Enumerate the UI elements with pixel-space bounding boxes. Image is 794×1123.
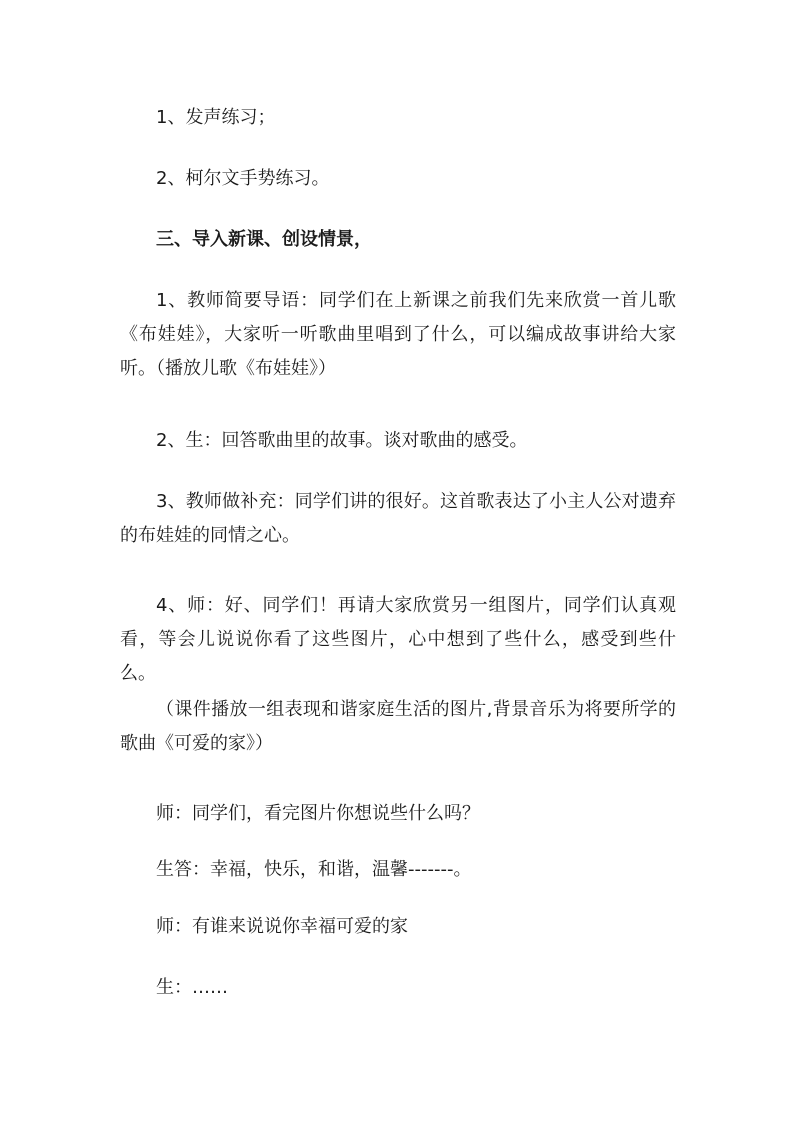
paragraph-teacher-question: 师：同学们，看完图片你想说些什么吗？ bbox=[156, 803, 480, 824]
paragraph-student-reply: 生答：幸福，快乐，和谐，温馨-------。 bbox=[156, 859, 472, 880]
paragraph-courseware-note: （课件播放一组表现和谐家庭生活的图片,背景音乐为将要所学的歌曲《可爱的家》） bbox=[120, 699, 676, 754]
paragraph-teacher-supplement: 3、教师做补充：同学们讲的很好。这首歌表达了小主人公对遗弃的布娃娃的同情之心。 bbox=[120, 491, 676, 546]
paragraph-student-answer: 2、生：回答歌曲里的故事。谈对歌曲的感受。 bbox=[156, 430, 528, 451]
paragraph-vocal-practice: 1、发声练习； bbox=[156, 107, 276, 128]
paragraph-student-ellipsis: 生：…… bbox=[156, 977, 228, 998]
section-heading-new-lesson: 三、导入新课、创设情景， bbox=[156, 229, 372, 250]
paragraph-kodaly-hand-signs: 2、柯尔文手势练习。 bbox=[156, 168, 330, 189]
paragraph-teacher-pictures: 4、师：好、同学们！再请大家欣赏另一组图片，同学们认真观看，等会儿说说你看了这些图片，心中想到了些什么，感受到些什么。 bbox=[120, 595, 676, 684]
paragraph-teacher-prompt: 师：有谁来说说你幸福可爱的家 bbox=[156, 916, 408, 937]
paragraph-teacher-intro: 1、教师简要导语：同学们在上新课之前我们先来欣赏一首儿歌《布娃娃》，大家听一听歌曲里唱到了什么，可以编成故事讲给大家听。（播放儿歌《布娃娃》） bbox=[120, 290, 676, 379]
